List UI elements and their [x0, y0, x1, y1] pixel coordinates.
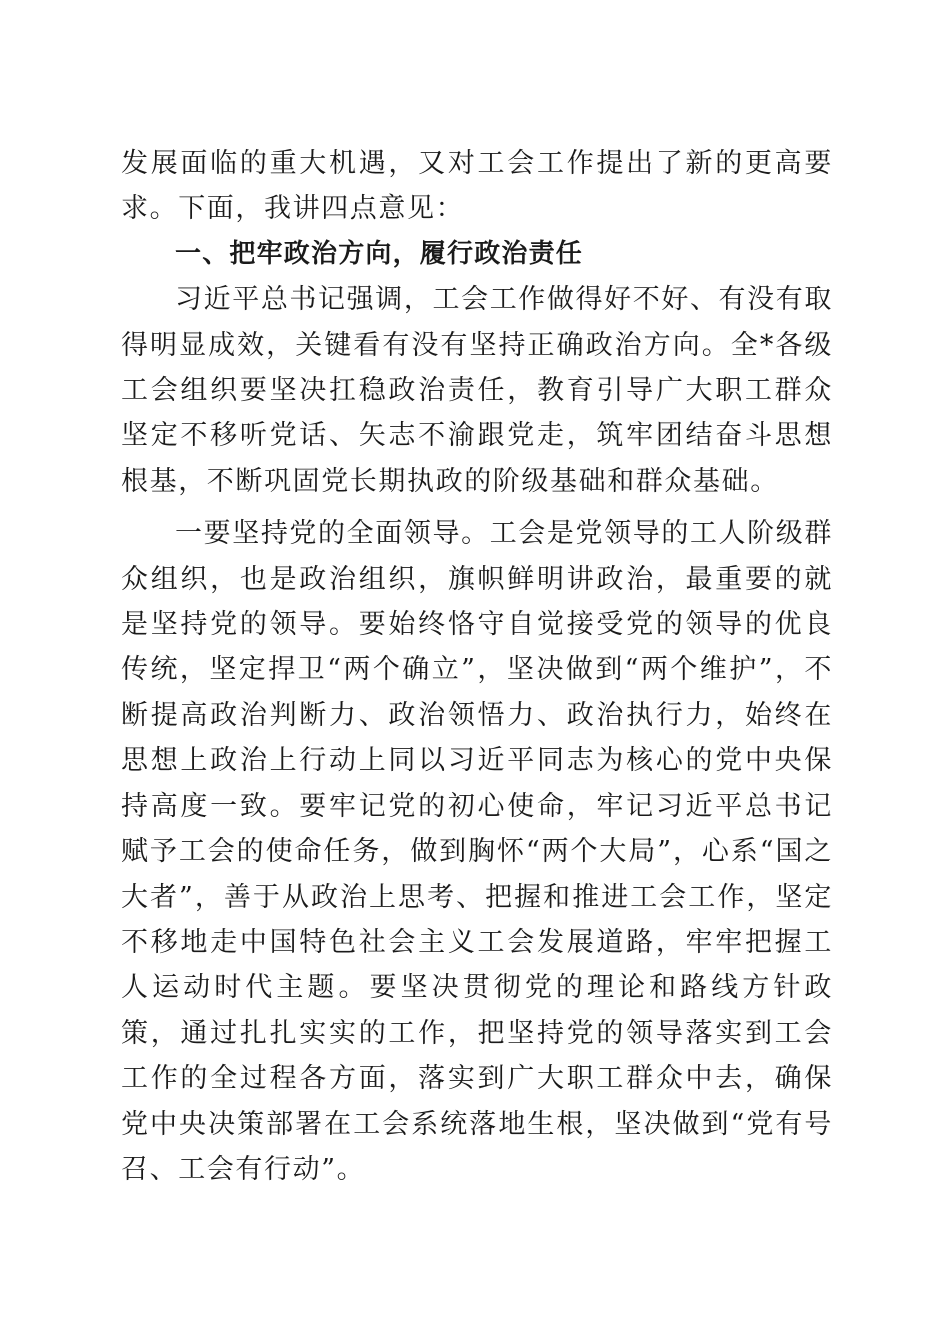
- paragraph-intro: 习近平总书记强调，工会工作做得好不好、有没有取得明显成效，关键看有没有坚持正确政治方向。全*各级工会组织要坚决扛稳政治责任，教育引导广大职工群众坚定不移听党话、矢志不渝跟党走，筑牢团结奋斗思想根基，不断巩固党长期执政的阶级基础和群众基础。: [121, 284, 833, 497]
- section-heading: 一、把牢政治方向，履行政治责任: [175, 238, 584, 269]
- paragraph-continuation: 发展面临的重大机遇，又对工会工作提出了新的更高要求。下面，我讲四点意见：: [121, 148, 833, 225]
- paragraph-party-leadership: 一要坚持党的全面领导。工会是党领导的工人阶级群众组织，也是政治组织，旗帜鲜明讲政治，最重要的就是坚持党的领导。要始终恪守自觉接受党的领导的优良传统，坚定捍卫“两个确立”，坚决做到“两个维护”，不断提高政治判断力、政治领悟力、政治执行力，始终在思想上政治上行动上同以习近平同志为核心的党中央保持高度一致。要牢记党的初心使命，牢记习近平总书记赋予工会的使命任务，做到胸怀“两个大局”，心系“国之大者”，善于从政治上思考、把握和推进工会工作，坚定不移地走中国特色社会主义工会发展道路，牢牢把握工人运动时代主题。要坚决贯彻党的理论和路线方针政策，通过扎扎实实的工作，把坚持党的领导落实到工会工作的全过程各方面，落实到广大职工群众中去，确保党中央决策部署在工会系统落地生根，坚决做到“党有号召、工会有行动”。: [121, 518, 833, 1185]
- document-body: [121, 141, 833, 1192]
